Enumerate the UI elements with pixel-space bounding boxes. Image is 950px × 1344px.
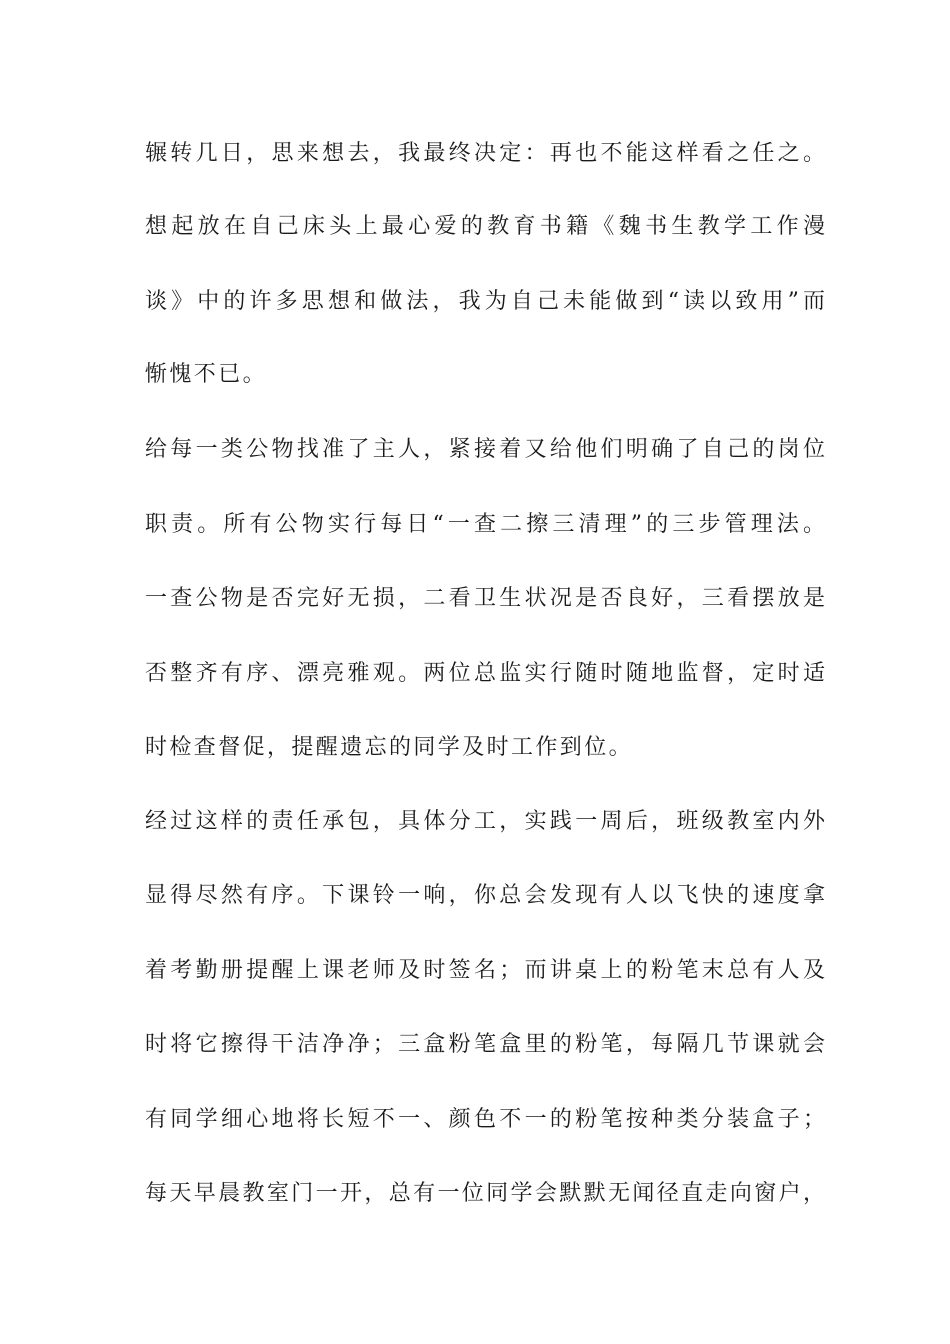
- text-line: 谈》中的许多思想和做法，我为自己未能做到“读以致用”而: [145, 289, 825, 314]
- text-line: 着考勤册提醒上课老师及时签名；而讲桌上的粉笔末总有人及: [145, 958, 825, 983]
- text-line: 有同学细心地将长短不一、颜色不一的粉笔按种类分装盒子；: [145, 1107, 825, 1132]
- text-line: 每天早晨教室门一开，总有一位同学会默默无闻径直走向窗户，: [145, 1181, 825, 1206]
- text-line: 想起放在自己床头上最心爱的教育书籍《魏书生教学工作漫: [145, 214, 825, 239]
- text-line: 给每一类公物找准了主人，紧接着又给他们明确了自己的岗位: [145, 437, 825, 462]
- text-line: 否整齐有序、漂亮雅观。两位总监实行随时随地监督，定时适: [145, 661, 825, 686]
- text-line: 职责。所有公物实行每日“一查二擦三清理”的三步管理法。: [145, 512, 825, 537]
- text-line: 经过这样的责任承包，具体分工，实践一周后，班级教室内外: [145, 809, 825, 834]
- text-line: 显得尽然有序。下课铃一响，你总会发现有人以飞快的速度拿: [145, 883, 825, 908]
- text-line: 辗转几日，思来想去，我最终决定：再也不能这样看之任之。: [145, 141, 825, 166]
- text-line: 时检查督促，提醒遗忘的同学及时工作到位。: [145, 735, 634, 760]
- text-line: 一查公物是否完好无损，二看卫生状况是否良好，三看摆放是: [145, 586, 825, 611]
- text-line: 时将它擦得干洁净净；三盒粉笔盒里的粉笔，每隔几节课就会: [145, 1032, 825, 1057]
- text-line: 惭愧不已。: [145, 362, 268, 387]
